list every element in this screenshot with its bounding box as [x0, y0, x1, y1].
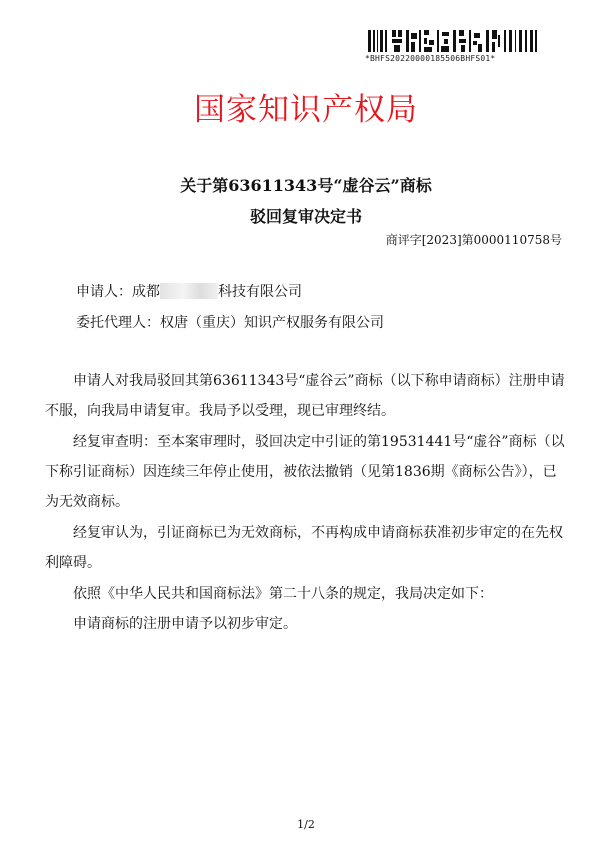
- barcode-image: [368, 30, 538, 52]
- body-paragraph-2: 经复审查明：至本案审理时，驳回决定中引证的第19531441号“虚谷”商标（以下称引证商标）因连续三年停止使用，被依法撤销（见第1836期《商标公告》），已为无效商标。: [45, 434, 565, 510]
- redaction-block: [160, 283, 218, 299]
- body-paragraph-5: 申请商标的注册申请予以初步审定。: [73, 616, 297, 632]
- agent-label: 委托代理人：: [76, 315, 160, 331]
- document-title-line1: 关于第63611343号“虚谷云”商标: [180, 176, 432, 195]
- agency-name: 国家知识产权局: [194, 92, 418, 128]
- agent-line: [76, 312, 384, 332]
- applicant-name-prefix: 成都: [132, 284, 160, 300]
- document-title-line2: 驳回复审决定书: [249, 207, 362, 226]
- applicant-line: [76, 281, 302, 301]
- barcode-number: *BHFS20220000185506BHFS01*: [365, 54, 496, 63]
- applicant-name-suffix: 科技有限公司: [218, 284, 302, 300]
- applicant-label: 申请人：: [76, 284, 132, 300]
- document-number: 商评字[2023]第0000110758号: [385, 233, 562, 247]
- body-paragraph-3: 经复审认为，引证商标已为无效商标，不再构成申请商标获准初步审定的在先权利障碍。: [45, 525, 563, 571]
- body-paragraph-4: 依照《中华人民共和国商标法》第二十八条的规定，我局决定如下：: [73, 586, 493, 602]
- page-number: 1/2: [297, 818, 315, 831]
- body-paragraph-1: 申请人对我局驳回其第63611343号“虚谷云”商标（以下称申请商标）注册申请不服，向我局申请复审。我局予以受理，现已审理终结。: [45, 373, 565, 419]
- agent-name: 权唐（重庆）知识产权服务有限公司: [160, 315, 384, 331]
